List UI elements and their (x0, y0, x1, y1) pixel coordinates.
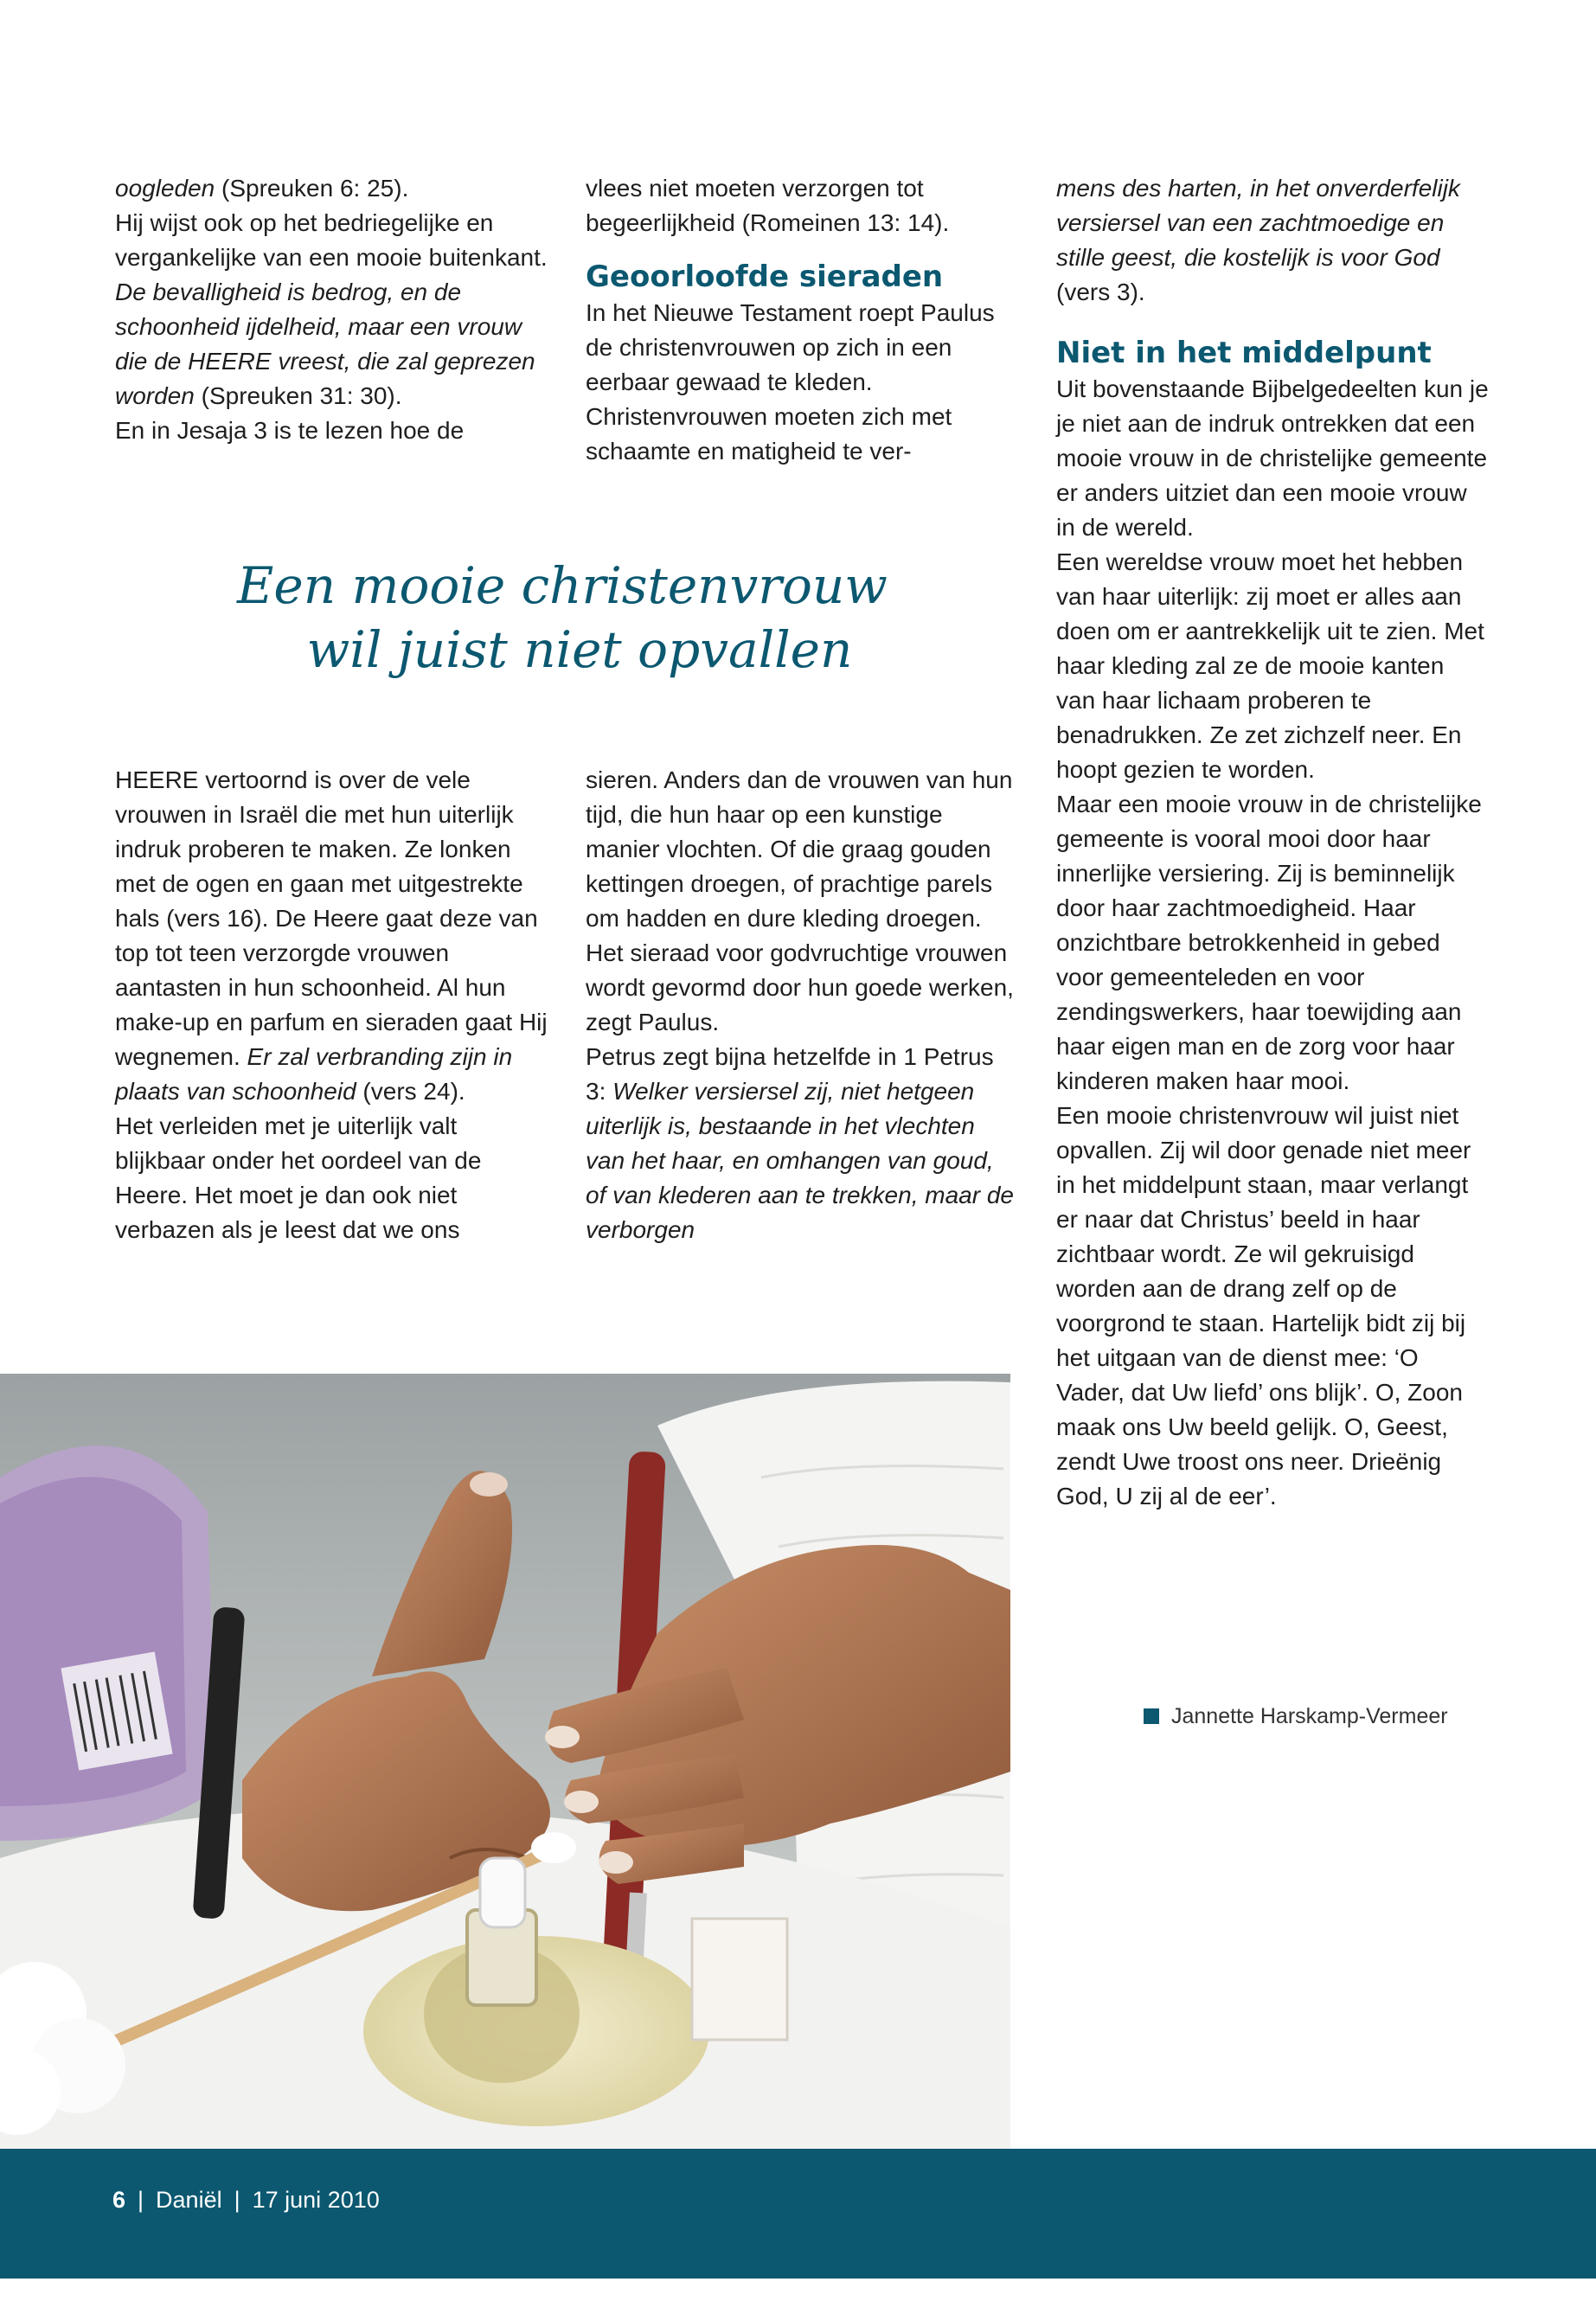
footer-separator: | (138, 2187, 144, 2213)
column-1-top (115, 171, 548, 448)
text: Uit bovenstaande Bijbelgedeelten kun je je niet aan de indruk ontrekken dat een mooie vrouw in de christelijke gemeente er anders uitziet dan een mooie vrouw in de wereld. (1056, 375, 1489, 541)
page-number: 6 (112, 2187, 126, 2213)
column-3 (1056, 171, 1489, 1514)
text: In het Nieuwe Testament roept Paulus de christenvrouwen op zich in een eerbaar gewaad te kleden. (586, 299, 995, 395)
column-2-bottom (586, 763, 1018, 1247)
paragraph (1056, 372, 1489, 1514)
square-bullet-icon (1144, 1708, 1159, 1724)
column-1-bottom (115, 763, 548, 1247)
text: Petrus zegt bijna hetzelfde in 1 Petrus 3: (586, 1043, 994, 1105)
text: (Spreuken 31: 30). (194, 382, 402, 409)
italic-text: Er zal verbranding zijn in plaats van schoonheid (115, 1043, 513, 1105)
text: Maar een mooie vrouw in de christelijke gemeente is vooral mooi door haar innerlijke versiering. Zij is beminnelijk door haar zachtmoedigheid. Haar onzichtbare betrokkenheid in gebed voor gemeenteleden en voor zendingswerkers, haar toewijding aan haar eigen man en de zorg voor haar kinderen maken haar mooi. (1056, 791, 1482, 1094)
pull-quote-line-2: wil juist niet opvallen (306, 620, 853, 679)
author-byline (1144, 1704, 1448, 1729)
paragraph (115, 171, 548, 448)
footer-bar (0, 2149, 1596, 2279)
text: Het verleiden met je uiterlijk valt blijkbaar onder het oordeel van de Heere. Het moet je dan ook niet verbazen als je leest dat we ons (115, 1112, 482, 1243)
text: Een wereldse vrouw moet het hebben van haar uiterlijk: zij moet er alles aan doen om er aantrekkelijk uit te zien. Met haar kleding zal ze de mooie kanten van haar lichaam proberen te benadrukken. Ze zet zichzelf neer. En hoopt gezien te worden. (1056, 548, 1484, 783)
manicure-photo (0, 1374, 1010, 2149)
author-name: Jannette Harskamp-Vermeer (1171, 1704, 1448, 1728)
footer-separator: | (234, 2187, 240, 2213)
italic-text: De bevalligheid is bedrog, en de schoonheid ijdelheid, maar een vrouw die de HEERE vreest, die zal geprezen worden (115, 279, 535, 409)
column-2-top (586, 171, 1018, 469)
heading-geoorloofde-sieraden: Geoorloofde sieraden (586, 260, 944, 294)
column-3-body (1056, 372, 1489, 1514)
text: HEERE vertoornd is over de vele vrouwen in Israël die met hun uiterlijk indruk proberen te maken. Ze lonken met de ogen en gaan met uitgestrekte hals (vers 16). De Heere gaat deze van top tot teen verzorgde vrouwen aantasten in hun schoonheid. Al hun make-up en parfum en sieraden gaat Hij wegnemen. (115, 766, 548, 1070)
column-2-top-paragraph (586, 171, 1018, 240)
paragraph (586, 171, 1018, 240)
text: Het sieraad voor godvruchtige vrouwen wordt gevormd door hun goede werken, zegt Paulus. (586, 939, 1014, 1035)
issue-date: 17 juni 2010 (252, 2187, 380, 2213)
column-3-intro (1056, 171, 1489, 310)
paragraph (586, 296, 1018, 469)
heading-niet-in-het-middelpunt: Niet in het middelpunt (1056, 336, 1432, 370)
footer-text (112, 2187, 380, 2214)
pull-quote (164, 554, 960, 682)
italic-text: oogleden (115, 175, 215, 202)
column-2-top-paragraph-2 (586, 296, 1018, 469)
pull-quote-line-1: Een mooie christenvrouw (237, 556, 888, 615)
text: (vers 3). (1056, 279, 1145, 305)
manicure-illustration (0, 1374, 1010, 2149)
text: Christenvrouwen moeten zich met schaamte en matigheid te ver- (586, 403, 952, 465)
paragraph (1056, 171, 1489, 310)
text: vlees niet moeten verzorgen tot begeerlijkheid (Romeinen 13: 14). (586, 175, 950, 236)
paragraph (586, 763, 1018, 1247)
text: Een mooie christenvrouw wil juist niet opvallen. Zij wil door genade niet meer in het middelpunt staan, maar verlangt er naar dat Christus’ beeld in haar zichtbaar wordt. Ze wil gekruisigd worden aan de drang zelf op de voorgrond te staan. Hartelijk bidt zij bij het uitgaan van de dienst mee: ‘O Vader, dat Uw liefd’ ons blijk’. O, Zoon maak ons Uw beeld gelijk. O, Geest, zendt Uwe troost ons neer. Drieënig God, U zij al de eer’. (1056, 1102, 1471, 1509)
text: En in Jesaja 3 is te lezen hoe de (115, 417, 465, 444)
text: (vers 24). (356, 1078, 465, 1105)
magazine-name: Daniël (156, 2187, 222, 2213)
paragraph (115, 763, 548, 1247)
italic-text: mens des harten, in het onverderfelijk versiersel van een zachtmoedige en stille geest, die kostelijk is voor God (1056, 175, 1460, 271)
text: (Spreuken 6: 25). (215, 175, 409, 202)
text: Hij wijst ook op het bedriegelijke en vergankelijke van een mooie buitenkant. (115, 209, 548, 271)
italic-text: Welker versiersel zij, niet hetgeen uiterlijk is, bestaande in het vlechten van het haar, en omhangen van goud, of van klederen aan te trekken, maar de verborgen (586, 1078, 1014, 1243)
text: sieren. Anders dan de vrouwen van hun tijd, die hun haar op een kunstige manier vlochten. Of die graag gouden kettingen droegen, of prachtige parels om hadden en dure kleding droegen. (586, 766, 1013, 932)
